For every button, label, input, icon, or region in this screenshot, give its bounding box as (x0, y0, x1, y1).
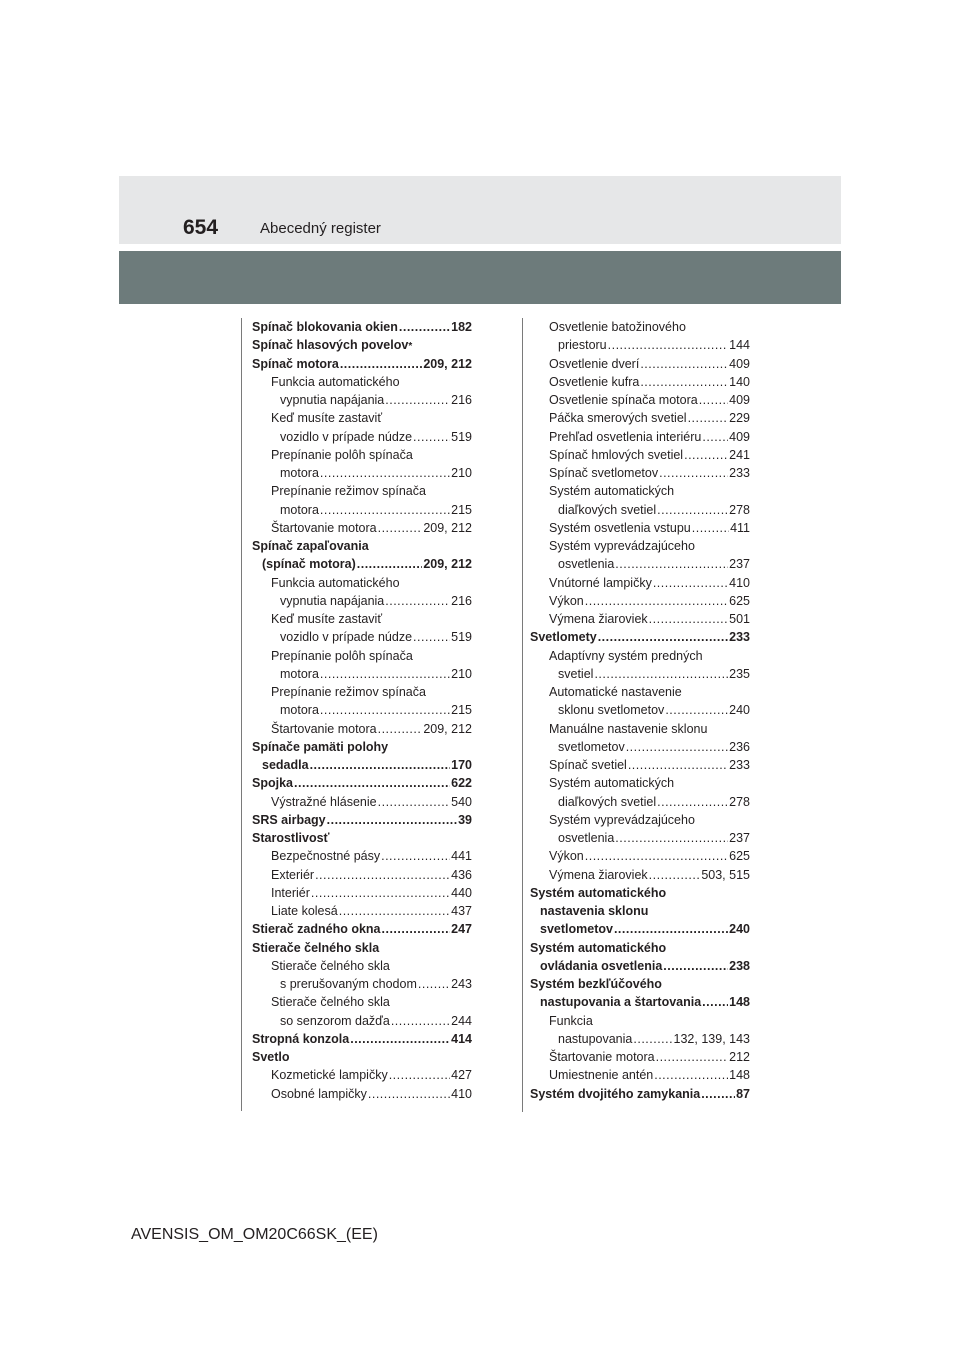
index-term: Systém automatického (530, 885, 667, 900)
index-term: nastupovania (558, 1031, 633, 1046)
index-entry (530, 720, 750, 738)
index-entry (530, 957, 750, 975)
dot-leader (654, 1066, 728, 1084)
dot-leader (418, 975, 450, 993)
page-reference: 215 (451, 502, 472, 517)
index-term: Spojka (252, 776, 293, 791)
page-reference: 87 (736, 1086, 750, 1101)
index-entry (252, 628, 472, 646)
index-term: ovládania osvetlenia (540, 958, 663, 973)
index-term: nastavenia sklonu (540, 904, 649, 918)
dot-leader (626, 738, 728, 756)
page-reference: 278 (729, 502, 750, 517)
page-reference: 237 (729, 557, 750, 572)
index-term: Prehľad osvetlenia interiéru (549, 429, 702, 444)
index-entry (530, 939, 750, 957)
page-reference: 209, 212 (423, 356, 472, 371)
dot-leader (339, 902, 450, 920)
index-column-left (252, 318, 472, 1103)
index-entry (252, 665, 472, 683)
index-entry (530, 683, 750, 701)
index-entry (252, 920, 472, 938)
dot-leader (378, 720, 423, 738)
dot-leader (688, 409, 729, 427)
dot-leader (649, 610, 728, 628)
index-entry (252, 610, 472, 628)
index-entry (530, 373, 750, 391)
index-entry (252, 756, 472, 774)
index-term: Spínač svetlometov (549, 466, 659, 480)
dot-leader (656, 1048, 729, 1066)
page-reference: 140 (729, 374, 750, 389)
page-reference: 501 (729, 612, 750, 626)
dot-leader (657, 501, 728, 519)
index-entry (252, 318, 472, 336)
page-reference: 411 (730, 520, 750, 535)
index-entry (252, 866, 472, 884)
page-reference: 132, 139, 143 (673, 1031, 750, 1046)
page-reference: 148 (729, 1068, 750, 1083)
index-term: Prepínanie polôh spínača (271, 648, 413, 663)
index-term: Osvetlenie batožinového (549, 320, 686, 334)
index-entry (252, 428, 472, 446)
index-term: so senzorom dažďa (280, 1013, 390, 1028)
dot-leader (378, 793, 451, 811)
index-term: vypnutia napájania (280, 393, 385, 407)
index-entry (252, 811, 472, 829)
dot-leader (315, 866, 450, 884)
index-term: Interiér (271, 885, 310, 900)
index-term: Systém osvetlenia vstupu (549, 520, 691, 535)
dot-leader (702, 428, 728, 446)
index-term: Stierače čelného skla (271, 995, 390, 1010)
index-term: svetlometov (540, 922, 613, 937)
index-term: Svetlo (252, 1050, 290, 1064)
page-reference: 409 (729, 393, 750, 407)
page-reference: 209, 212 (423, 557, 472, 572)
page-reference: 216 (451, 393, 472, 407)
index-term: Výkon (549, 593, 584, 608)
index-term: Kozmetické lampičky (271, 1068, 388, 1083)
index-term: vozidlo v prípade núdze (280, 630, 413, 645)
dot-leader (585, 592, 728, 610)
index-entry (252, 1048, 472, 1066)
index-entry (252, 829, 472, 847)
index-term: Systém bezkľúčového (530, 977, 662, 991)
index-term: motora (280, 466, 319, 480)
page-reference: 436 (451, 867, 472, 882)
index-term: osvetlenia (558, 557, 615, 572)
index-term: diaľkových svetiel (558, 794, 657, 809)
page-reference: 410 (451, 1086, 472, 1101)
dot-leader (350, 1030, 450, 1048)
page-reference: 215 (451, 703, 472, 718)
page-title: Abecedný register (260, 220, 381, 237)
page-reference: 210 (451, 466, 472, 480)
index-entry (530, 1066, 750, 1084)
page-reference: 237 (729, 831, 750, 845)
page-reference: 209, 212 (423, 520, 472, 535)
index-entry (252, 355, 472, 373)
index-entry (252, 446, 472, 464)
index-entry (530, 811, 750, 829)
index-entry (252, 701, 472, 719)
index-term: Osobné lampičky (271, 1086, 367, 1101)
index-term: Prepínanie polôh spínača (271, 447, 413, 462)
index-term: Spínače pamäti polohy (252, 739, 389, 754)
dot-leader (378, 519, 423, 537)
index-term: Vnútorné lampičky (549, 575, 652, 590)
index-entry (252, 847, 472, 865)
index-entry (252, 683, 472, 701)
dot-leader (357, 555, 423, 573)
index-entry (530, 519, 750, 537)
index-term: Stierače čelného skla (271, 958, 390, 973)
index-term: Systém vyprevádzajúceho (549, 539, 695, 553)
dot-leader (385, 592, 450, 610)
page-reference: 409 (729, 429, 750, 444)
index-term: Osvetlenie dverí (549, 356, 640, 371)
index-term: Spínač svetiel (549, 758, 627, 772)
dot-leader (585, 847, 728, 865)
page-reference: 238 (729, 958, 750, 973)
index-term: priestoru (558, 338, 607, 353)
index-entry (530, 574, 750, 592)
index-entry (530, 738, 750, 756)
dot-leader (320, 464, 450, 482)
page-reference: 148 (729, 995, 750, 1010)
page-reference: 144 (729, 338, 750, 353)
index-entry (530, 993, 750, 1011)
index-entry (530, 592, 750, 610)
dot-leader (320, 501, 450, 519)
index-entry (252, 574, 472, 592)
dot-leader (702, 993, 728, 1011)
index-entry (530, 628, 750, 646)
index-term: Keď musíte zastaviť (271, 612, 383, 626)
index-entry (530, 446, 750, 464)
index-entry (252, 902, 472, 920)
dot-leader (640, 373, 728, 391)
page-reference: 240 (729, 703, 750, 718)
index-entry (252, 774, 472, 792)
index-entry (252, 1085, 472, 1103)
page-reference: 243 (451, 977, 472, 991)
dot-leader (594, 665, 728, 683)
index-entry (252, 793, 472, 811)
page-reference: 503, 515 (701, 867, 750, 882)
index-term: Spínač hlasových povelov (252, 338, 409, 353)
column-divider-left (241, 318, 242, 1111)
index-entry (252, 391, 472, 409)
dot-leader (633, 1030, 672, 1048)
page-number: 654 (183, 216, 219, 239)
index-term: motora (280, 666, 319, 681)
dot-leader (640, 355, 728, 373)
page-reference: 240 (729, 922, 750, 937)
page-reference: 233 (729, 466, 750, 480)
index-term: svetlometov (558, 739, 625, 754)
dot-leader (391, 1012, 450, 1030)
dot-leader (389, 1066, 450, 1084)
index-term: Stropná konzola (252, 1031, 350, 1046)
index-term: Funkcia (549, 1013, 593, 1028)
footer-document-code: AVENSIS_OM_OM20C66SK_(EE) (131, 1226, 378, 1243)
index-entry (530, 920, 750, 938)
column-divider-middle (522, 318, 523, 1112)
index-entry (252, 409, 472, 427)
page-reference: 212 (729, 1050, 750, 1064)
index-entry (530, 647, 750, 665)
index-entry (252, 592, 472, 610)
page-reference: 247 (451, 922, 472, 937)
index-entry (530, 793, 750, 811)
dot-leader (598, 628, 728, 646)
index-entry (530, 555, 750, 573)
index-entry (252, 519, 472, 537)
index-entry (530, 701, 750, 719)
page-reference: 540 (451, 794, 472, 809)
index-term: Štartovanie motora (271, 520, 377, 535)
index-entry (530, 428, 750, 446)
index-entry (252, 939, 472, 957)
dot-leader (310, 756, 451, 774)
index-term: Štartovanie motora (549, 1050, 655, 1064)
index-entry (252, 993, 472, 1011)
dot-leader (368, 1085, 450, 1103)
dot-leader (701, 1085, 735, 1103)
index-term: svetiel (558, 666, 594, 681)
index-entry (252, 501, 472, 519)
dot-leader (657, 793, 728, 811)
dot-leader (615, 829, 728, 847)
index-term: diaľkových svetiel (558, 502, 657, 517)
page-reference: 519 (451, 429, 472, 444)
index-entry (530, 829, 750, 847)
index-entry (252, 884, 472, 902)
page-reference: 235 (729, 666, 750, 681)
dot-leader (381, 847, 450, 865)
index-term: Výmena žiaroviek (549, 867, 648, 882)
page-reference: 236 (729, 739, 750, 754)
dot-leader (649, 866, 701, 884)
index-term: sklonu svetlometov (558, 703, 665, 718)
dot-leader (385, 391, 450, 409)
index-entry (252, 555, 472, 573)
header-band (119, 176, 841, 244)
page-reference: 410 (729, 575, 750, 590)
dot-leader (413, 628, 450, 646)
index-entry (530, 774, 750, 792)
index-entry (530, 902, 750, 920)
index-entry (530, 318, 750, 336)
page-reference: 278 (729, 794, 750, 809)
index-entry (530, 610, 750, 628)
index-entry (530, 975, 750, 993)
index-term: (spínač motora) (262, 557, 356, 572)
index-entry (530, 537, 750, 555)
index-term: motora (280, 502, 319, 517)
dot-leader (294, 774, 450, 792)
index-term: motora (280, 703, 319, 718)
index-entry (252, 647, 472, 665)
index-term: Exteriér (271, 867, 315, 882)
index-term: Štartovanie motora (271, 721, 377, 736)
dot-leader (684, 446, 728, 464)
index-term: Adaptívny systém predných (549, 648, 703, 663)
index-term: vypnutia napájania (280, 593, 385, 608)
index-term: Spínač hmlových svetiel (549, 447, 684, 462)
index-term: vozidlo v prípade núdze (280, 429, 413, 444)
index-term: Systém automatických (549, 776, 675, 791)
dot-leader (692, 519, 729, 537)
dot-leader (311, 884, 450, 902)
index-entry: Spínač hlasových povelov * (252, 336, 472, 354)
dot-leader (413, 428, 450, 446)
page-reference: 441 (451, 849, 472, 864)
index-term: Spínač blokovania okien (252, 320, 398, 334)
index-entry (252, 1066, 472, 1084)
dot-leader (665, 701, 728, 719)
page-reference: 229 (729, 411, 750, 426)
page-reference: 519 (451, 630, 472, 645)
index-entry (252, 373, 472, 391)
index-term: Spínač zapaľovania (252, 539, 369, 553)
dot-leader (615, 555, 728, 573)
index-term: Osvetlenie kufra (549, 374, 640, 389)
index-term: Manuálne nastavenie sklonu (549, 721, 708, 736)
page-reference: 625 (729, 593, 750, 608)
dot-leader (320, 665, 450, 683)
index-column-right (530, 318, 750, 1103)
page-reference: 625 (729, 849, 750, 864)
index-term: Páčka smerových svetiel (549, 411, 687, 426)
index-term: s prerušovaným chodom (280, 977, 417, 991)
index-term: Bezpečnostné pásy (271, 849, 381, 864)
index-entry (252, 1012, 472, 1030)
index-term: Liate kolesá (271, 904, 338, 918)
index-term: osvetlenia (558, 831, 615, 845)
index-term: Stierač zadného okna (252, 922, 381, 937)
index-term: Systém automatických (549, 484, 675, 499)
dot-leader (659, 464, 728, 482)
index-entry (252, 537, 472, 555)
index-term: Systém dvojitého zamykania (530, 1086, 701, 1101)
index-term: Keď musíte zastaviť (271, 411, 383, 426)
dot-leader (320, 701, 450, 719)
index-term: Výkon (549, 849, 584, 864)
page-reference: 414 (451, 1031, 472, 1046)
index-term: Prepínanie režimov spínača (271, 685, 426, 699)
page-reference: 622 (451, 776, 472, 791)
page-reference: 209, 212 (423, 721, 472, 736)
page-reference: 427 (451, 1068, 472, 1083)
index-entry (252, 738, 472, 756)
index-term: Systém vyprevádzajúceho (549, 812, 695, 827)
index-entry (530, 1085, 750, 1103)
page-reference: 182 (451, 320, 472, 334)
index-term: Funkcia automatického (271, 374, 400, 389)
index-entry (252, 975, 472, 993)
dot-leader (327, 811, 457, 829)
page-reference: 233 (729, 630, 750, 645)
page-reference: 233 (729, 758, 750, 772)
index-entry (530, 884, 750, 902)
index-entry (252, 482, 472, 500)
index-entry (252, 464, 472, 482)
header-dark-band (119, 251, 841, 304)
dot-leader (614, 920, 728, 938)
page-reference: 409 (729, 356, 750, 371)
index-entry (530, 756, 750, 774)
dot-leader (382, 920, 451, 938)
index-term: Výmena žiaroviek (549, 612, 648, 626)
index-term: Automatické nastavenie (549, 685, 682, 699)
page-reference: 440 (451, 885, 472, 900)
dot-leader (608, 336, 729, 354)
index-entry (530, 1012, 750, 1030)
index-entry (252, 720, 472, 738)
index-term: Stierače čelného skla (252, 940, 380, 955)
index-entry (530, 665, 750, 683)
index-term: Umiestnenie antén (549, 1068, 654, 1083)
page-reference: 244 (451, 1013, 472, 1028)
index-term: Funkcia automatického (271, 575, 400, 590)
index-term: SRS airbagy (252, 812, 326, 827)
page-reference: 241 (729, 447, 750, 462)
dot-leader (628, 756, 728, 774)
page-reference: 170 (451, 758, 472, 772)
index-entry (530, 501, 750, 519)
index-entry (530, 866, 750, 884)
dot-leader (340, 355, 423, 373)
dot-leader (699, 391, 728, 409)
page-reference: 216 (451, 593, 472, 608)
index-entry (530, 1048, 750, 1066)
dot-leader (663, 957, 728, 975)
index-entry (530, 1030, 750, 1048)
index-term: nastupovania a štartovania (540, 995, 702, 1010)
index-term: Systém automatického (530, 940, 667, 955)
index-term: Výstražné hlásenie (271, 794, 377, 809)
index-term: Spínač motora (252, 356, 339, 371)
page-reference: 210 (451, 666, 472, 681)
index-entry (530, 336, 750, 354)
index-entry (530, 482, 750, 500)
index-term: sedadla (262, 758, 309, 772)
page-reference: 437 (451, 904, 472, 918)
dot-leader (399, 318, 450, 336)
index-term: Osvetlenie spínača motora (549, 393, 698, 407)
index-entry (530, 391, 750, 409)
index-term: Prepínanie režimov spínača (271, 484, 426, 499)
index-term: Starostlivosť (252, 831, 330, 845)
page-reference: 39 (458, 812, 472, 827)
index-entry (530, 409, 750, 427)
index-entry (530, 847, 750, 865)
index-entry (252, 1030, 472, 1048)
index-entry (530, 355, 750, 373)
index-term: Svetlomety (530, 630, 597, 645)
index-entry (530, 464, 750, 482)
index-entry (252, 957, 472, 975)
dot-leader (653, 574, 728, 592)
